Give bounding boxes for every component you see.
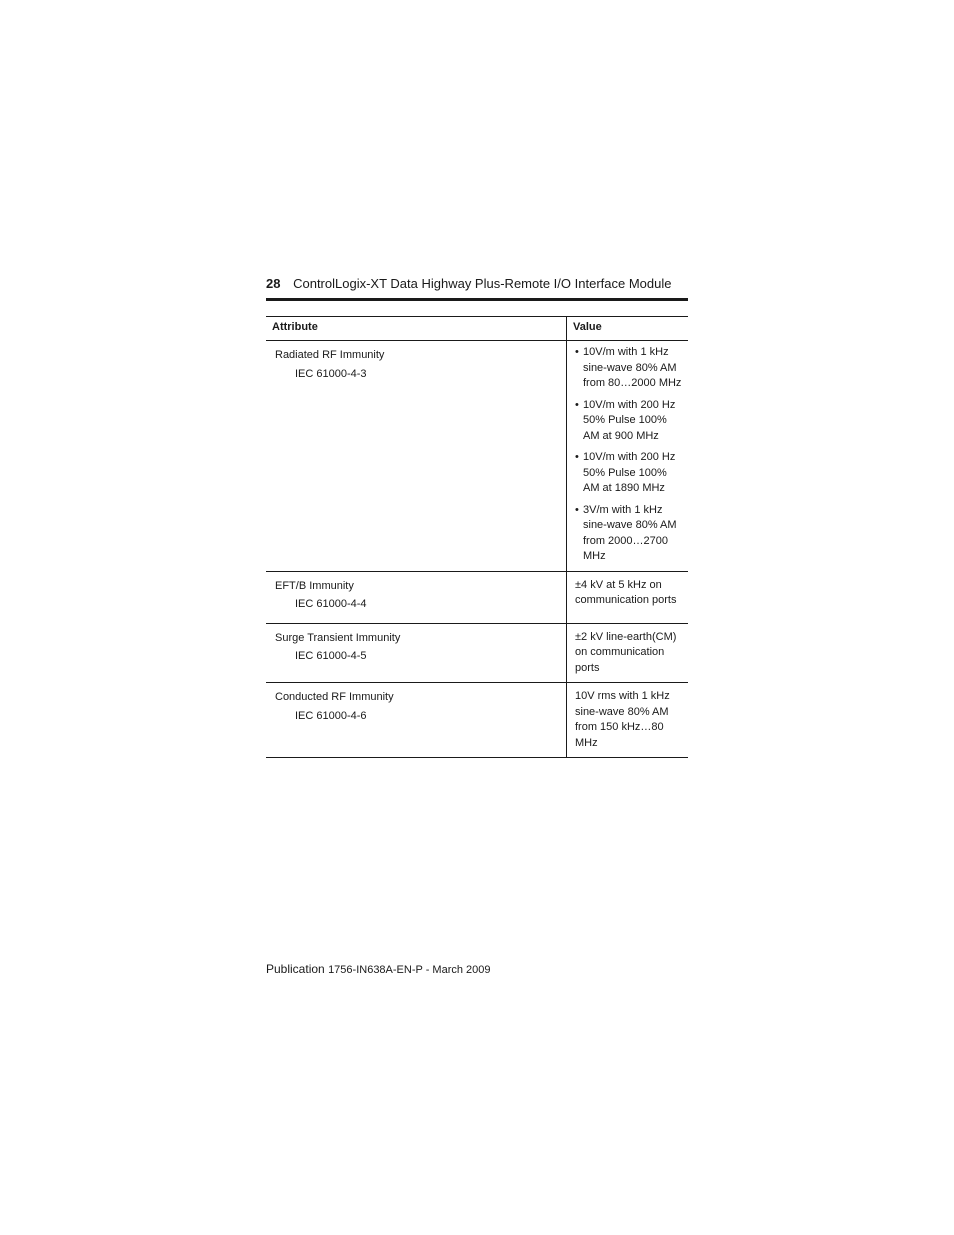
list-item — [575, 503, 682, 565]
specifications-table — [266, 316, 688, 758]
value-text: ±2 kV line-earth(CM) on communication ports — [575, 630, 677, 674]
attribute-cell — [266, 683, 567, 758]
value-text: ±4 kV at 5 kHz on communication ports — [575, 578, 677, 606]
value-bullet-list — [575, 345, 682, 565]
page-header — [266, 276, 688, 291]
page-footer — [266, 962, 491, 976]
attribute-standard: IEC 61000-4-6 — [295, 709, 367, 722]
attribute-cell — [266, 341, 567, 572]
attribute-standard: IEC 61000-4-5 — [295, 650, 367, 662]
list-item — [575, 398, 682, 445]
header-rule — [266, 298, 688, 301]
attribute-cell — [266, 623, 567, 683]
value-column-header: Value — [567, 317, 689, 341]
attribute-name: Conducted RF Immunity — [275, 691, 394, 703]
list-item — [575, 345, 682, 392]
attribute-standard: IEC 61000-4-3 — [295, 367, 367, 380]
table-row — [266, 623, 688, 683]
bullet-icon: • — [575, 451, 579, 463]
attribute-name: Surge Transient Immunity — [275, 631, 401, 644]
bullet-text: 10V/m with 200 Hz 50% Pulse 100% AM at 1890 MHz — [583, 451, 676, 494]
bullet-text: 10V/m with 200 Hz 50% Pulse 100% AM at 900 MHz — [583, 398, 676, 442]
document-title: ControlLogix-XT Data Highway Plus-Remote I/O Interface Module — [293, 276, 672, 291]
bullet-icon: • — [575, 398, 579, 411]
value-cell — [567, 623, 689, 683]
attribute-cell — [266, 571, 567, 623]
table-header-row — [266, 317, 688, 341]
attribute-name: Radiated RF Immunity — [275, 349, 385, 361]
value-text: 10V rms with 1 kHz sine-wave 80% AM from 150 kHz…80 MHz — [575, 690, 670, 749]
bullet-text: 10V/m with 1 kHz sine-wave 80% AM from 80…2000 MHz — [583, 346, 682, 389]
page-number: 28 — [266, 276, 281, 291]
publication-id: 1756-IN638A-EN-P - March 2009 — [328, 964, 491, 976]
bullet-text: 3V/m with 1 kHz sine-wave 80% AM from 2000…2700 MHz — [583, 503, 677, 562]
attribute-standard: IEC 61000-4-4 — [295, 598, 367, 610]
value-cell — [567, 571, 689, 623]
table-row — [266, 683, 688, 758]
table-row — [266, 341, 688, 572]
attribute-name: EFT/B Immunity — [275, 579, 354, 592]
list-item — [575, 450, 682, 497]
value-cell — [567, 341, 689, 572]
value-cell — [567, 683, 689, 758]
bullet-icon: • — [575, 346, 579, 358]
table-row — [266, 571, 688, 623]
publication-label: Publication — [266, 962, 325, 976]
bullet-icon: • — [575, 503, 579, 516]
attribute-column-header: Attribute — [266, 317, 567, 341]
